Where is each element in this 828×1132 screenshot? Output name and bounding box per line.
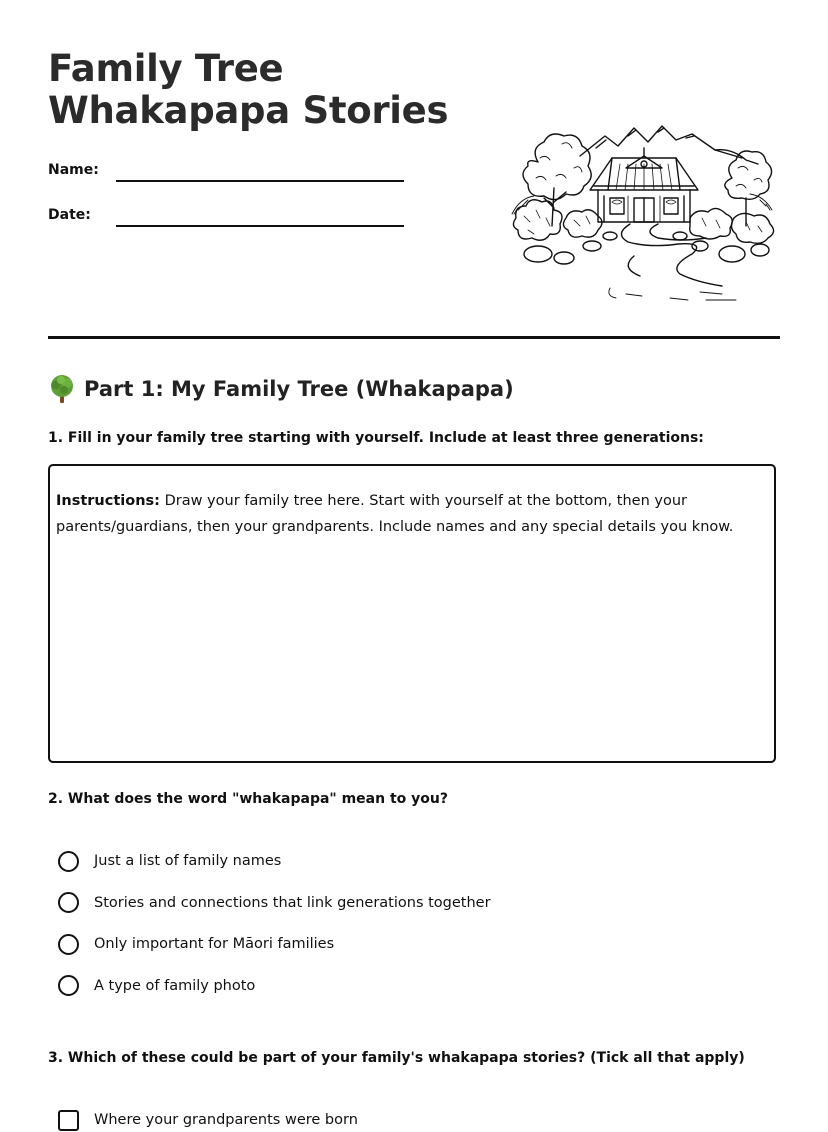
option-label: Stories and connections that link generations together [94,894,491,911]
worksheet-page [48,0,780,1128]
name-label: Name: [48,162,99,178]
option-label: Only important for Māori families [94,936,335,952]
part1-heading-text: Part 1: My Family Tree (Whakapapa) [84,377,514,401]
date-writing-line[interactable] [116,225,404,227]
radio-button[interactable] [58,934,79,955]
radio-button[interactable] [58,851,79,872]
instructions-text: Draw your family tree here. Start with yourself at the bottom, then your parents/guardians, then your grandparents. Include names and any special details you know. [56,493,734,535]
checkbox[interactable] [58,1110,79,1131]
question-3: 3. Which of these could be part of your family's whakapapa stories? (Tick all that apply) [48,1050,745,1066]
question-1: 1. Fill in your family tree starting with yourself. Include at least three generations: [48,430,704,446]
question-2-option[interactable] [58,891,491,915]
radio-button[interactable] [58,892,79,913]
question-3-options [58,1108,358,1132]
header-divider [48,336,780,339]
question-2-option[interactable] [58,932,491,956]
radio-button[interactable] [58,975,79,996]
question-2-option[interactable] [58,974,491,998]
worksheet-title: Family Tree Whakapapa Stories [48,47,449,132]
question-2-option[interactable] [58,849,491,873]
date-label: Date: [48,207,91,223]
option-label: Where your grandparents were born [94,1112,358,1128]
name-writing-line[interactable] [116,180,404,182]
option-label: Just a list of family names [94,853,282,869]
instructions-label: Instructions: [56,493,160,509]
part1-heading [48,372,514,406]
tree-instructions [56,488,768,540]
wharenui-landscape-illustration [510,118,778,308]
option-label: A type of family photo [94,977,256,994]
question-3-option[interactable] [58,1108,358,1132]
question-2: 2. What does the word "whakapapa" mean to you? [48,791,448,807]
date-field[interactable] [48,205,408,229]
family-tree-drawing-area[interactable] [48,464,776,763]
tree-icon [48,374,76,404]
name-field[interactable] [48,160,408,184]
question-2-options [58,849,491,1015]
